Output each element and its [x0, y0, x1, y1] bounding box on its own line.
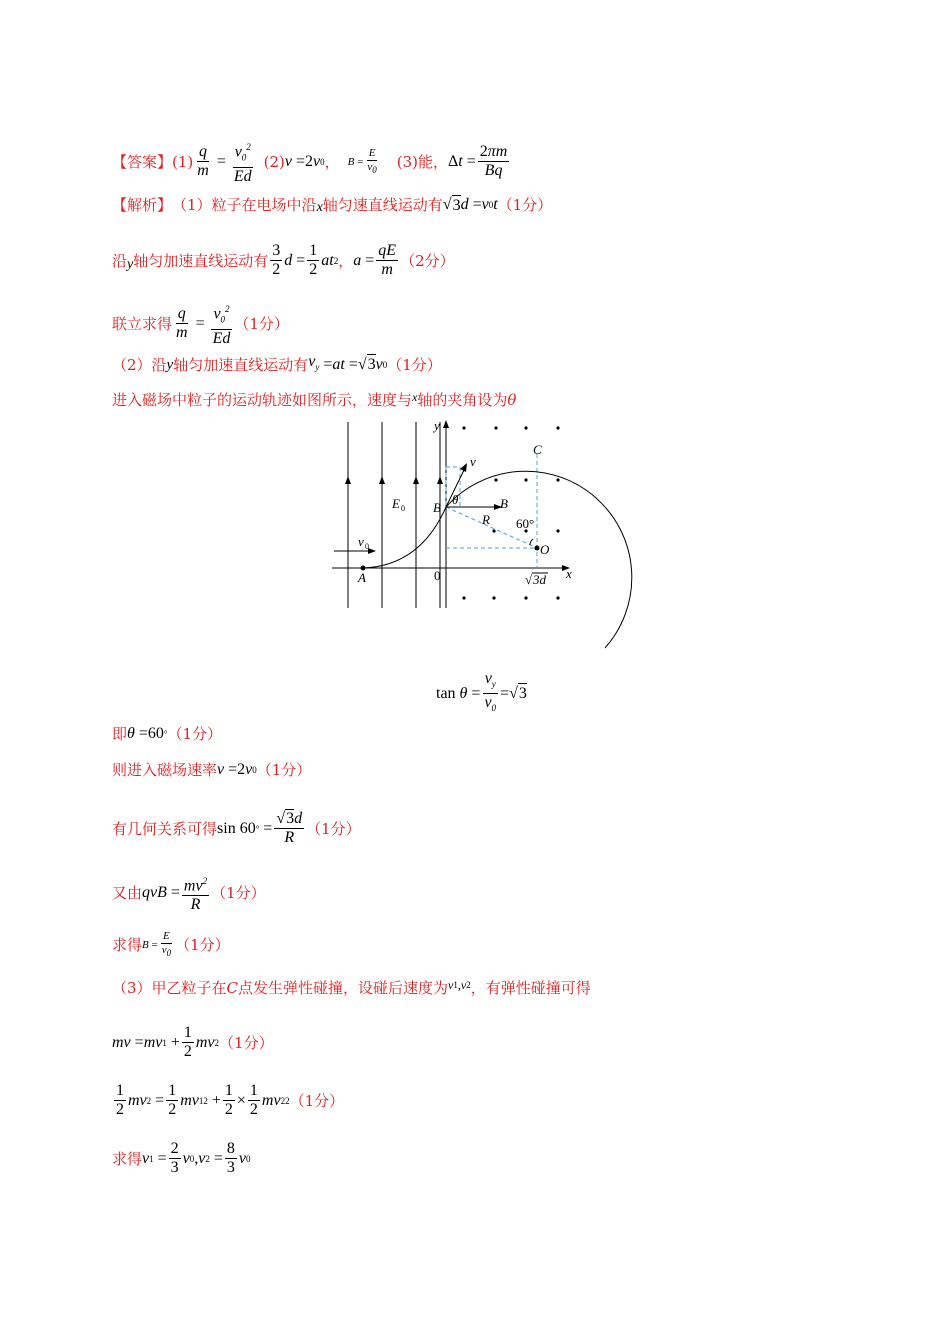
svg-text:B: B: [500, 496, 508, 511]
svg-text:O: O: [540, 542, 550, 557]
formula-B-E-v0: B = $\frac{E}{v_0}$: [347, 146, 377, 175]
svg-text:y: y: [434, 418, 440, 433]
svg-text:60°: 60°: [516, 516, 535, 531]
analysis-line-1: 【解析】 （1）粒子在电场中沿 x 轴匀速直线运动有 √ 3 d = v 0 t （1分）: [112, 196, 553, 215]
analysis-line-10: 求得 B = $\frac{E}{v_0}$ （1分）: [112, 930, 230, 959]
answer-part3: (3)能，: [396, 152, 448, 171]
svg-text:R: R: [482, 512, 490, 527]
svg-text:E: E: [392, 496, 400, 511]
analysis-line-14: 求得 v 1 = $\frac{2}{3}$ v 0 , v 2 = $\frac{8}{3}$ v 0: [112, 1140, 251, 1176]
formula-v-2v0: v =2 v 0: [284, 152, 325, 170]
analysis-line-7: 则进入磁场速率 v =2 v 0 （1分）: [112, 761, 312, 779]
analysis-line-2: 沿 y 轴匀加速直线运动有 $\frac{3}{2}$ d = $\frac{1}{2}$ at 2 ， a = $\frac{qE}{m}$ （2分）: [112, 242, 455, 278]
svg-text:B: B: [433, 500, 441, 515]
analysis-line-12: mv = mv 1 + $\frac{1}{2}$ mv 2 （1分）: [112, 1024, 274, 1060]
svg-text:0: 0: [365, 542, 369, 551]
analysis-line-9: 又由 qvB = $\frac{mv^2}{R}$ （1分）: [112, 872, 266, 914]
formula-q-over-m: $\frac{q}{m}$ = $\frac{v_0^2}{Ed}$: [193, 138, 255, 186]
svg-text:v: v: [358, 534, 364, 549]
svg-text:√: √: [525, 572, 533, 587]
analysis-line-5: 进入磁场中粒子的运动轨迹如图所示，速度与 x 轴的夹角设为 θ: [112, 390, 517, 409]
svg-text:0: 0: [434, 568, 441, 583]
formula-sqrt3d: √ 3 d = v 0 t: [442, 196, 498, 214]
answer-line: [112, 138, 511, 186]
formula-3-2-d: $\frac{3}{2}$ d = $\frac{1}{2}$ at 2: [272, 242, 339, 278]
analysis-line-11: （3）甲乙粒子在 C 点发生弹性碰撞，设碰后速度为 v 1 , v 2 ，有弹性碰撞可得: [112, 978, 591, 997]
answer-part1: (1): [172, 152, 194, 171]
svg-text:v: v: [470, 454, 476, 469]
svg-text:θ: θ: [452, 492, 459, 507]
trajectory-diagram: [330, 418, 660, 654]
analysis-line-3: 联立求得 $\frac{q}{m}$ = $\frac{v_0^2}{Ed}$ （1分）: [112, 300, 289, 348]
formula-a: a = $\frac{qE}{m}$: [353, 242, 397, 278]
svg-text:C: C: [533, 442, 542, 457]
answer-comma: ，: [324, 152, 340, 171]
formula-delta-t: Δ t = $\frac{2\pi m}{Bq}$: [448, 143, 508, 180]
analysis-line-4: （2）沿 y 轴匀加速直线运动有 $v_y$ = at =√ 3 v 0 （1分）: [112, 353, 442, 374]
svg-text:0: 0: [401, 504, 405, 513]
analysis-line-13: $\frac{1}{2}$ mv 2 = $\frac{1}{2}$ mv 1 2 + $\frac{1}{2}$ × $\frac{1}{2}$ mv 2 2 （1分）: [116, 1082, 345, 1118]
analysis-label: 【解析】: [112, 196, 173, 214]
svg-text:3d: 3d: [533, 572, 546, 587]
answer-part2: (2): [263, 152, 285, 171]
tan-formula: tan θ = $\frac{v_y}{v_0}$ =√ 3: [436, 670, 527, 714]
svg-text:x: x: [566, 566, 572, 581]
analysis-line-6: 即 θ =60 ° （1分）: [112, 725, 223, 743]
answer-label: 【答案】: [112, 152, 173, 171]
svg-text:A: A: [358, 570, 366, 585]
analysis-line-8: 有几何关系可得 sin 60 ° = $\frac{√3d}{R}$ （1分）: [112, 810, 361, 846]
